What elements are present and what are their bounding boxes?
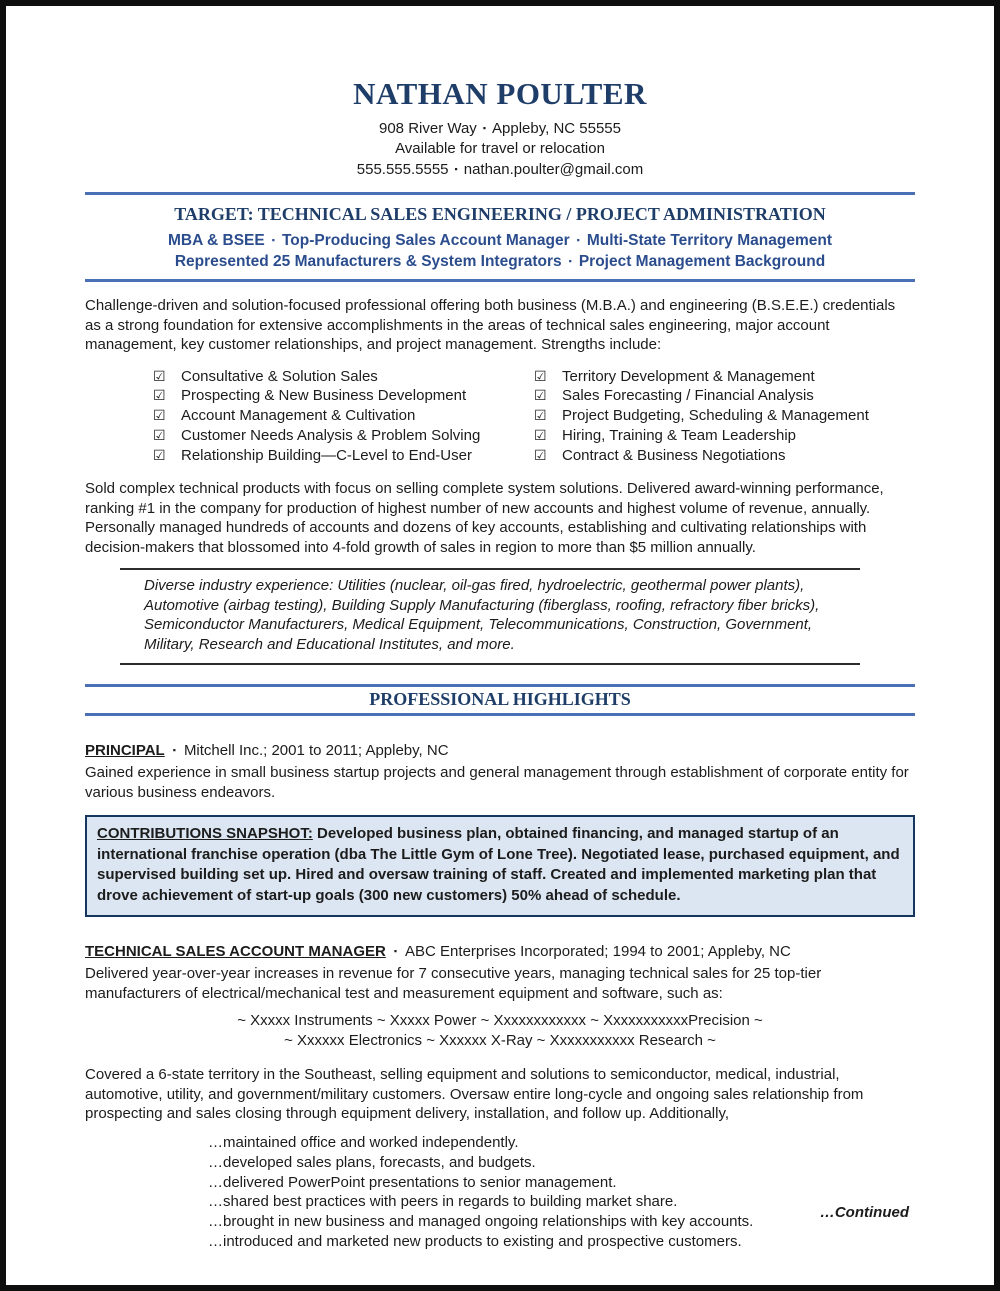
job2-description: Delivered year-over-year increases in revenue for 7 consecutive years, managing technical sales for 25 top-tier manufacturers of electrical/mechanical test and measurement equipment and software, such as:: [85, 965, 822, 1002]
candidate-name: NATHAN POULTER: [353, 76, 647, 111]
checked-checkbox-icon: ☑: [534, 367, 547, 384]
square-bullet-icon: ▪: [568, 256, 572, 266]
target-subline-1: [85, 230, 915, 251]
target-item: MBA & BSEE: [168, 232, 265, 249]
target-item: Project Management Background: [578, 253, 826, 270]
contact-city: Appleby, NC 55555: [492, 120, 621, 137]
divider-rule: [85, 279, 915, 282]
strength-label: Contract & Business Negotiations: [562, 446, 786, 464]
job2-heading-line: [85, 941, 915, 962]
contact-address: 908 River Way: [379, 120, 477, 137]
target-item: Represented 25 Manufacturers & System Integrators: [174, 253, 562, 270]
target-item: Top-Producing Sales Account Manager: [281, 232, 570, 249]
duty-item: …maintained office and worked independently.: [208, 1133, 519, 1151]
square-bullet-icon: ▪: [482, 123, 487, 133]
strength-label: Hiring, Training & Team Leadership: [562, 426, 797, 444]
square-bullet-icon: ▪: [172, 745, 176, 756]
square-bullet-icon: ▪: [576, 235, 580, 245]
job1-heading-line: [85, 740, 915, 761]
strength-item: [153, 446, 534, 466]
strength-item: [534, 426, 915, 446]
professional-highlights-banner: [85, 684, 915, 716]
duty-item: …delivered PowerPoint presentations to senior management.: [208, 1173, 617, 1191]
square-bullet-icon: ▪: [271, 235, 275, 245]
square-bullet-icon: ▪: [454, 164, 458, 174]
territory-paragraph: Covered a 6-state territory in the Southeast, selling equipment and solutions to semiconductor, medical, industrial, automotive, utility, and government/military customers. Oversaw entire long-cycle and ongoing sales relationship from prospecting and sales closing through equipment delivery, installation, and follow up. Additionally,: [85, 1066, 864, 1123]
strength-item: [534, 386, 915, 406]
checked-checkbox-icon: ☑: [153, 367, 166, 384]
strength-label: Account Management & Cultivation: [181, 407, 416, 425]
checked-checkbox-icon: ☑: [534, 407, 547, 424]
checked-checkbox-icon: ☑: [534, 446, 547, 463]
strengths-right-column: [534, 367, 915, 466]
snapshot-text: Developed business plan, obtained financing, and managed startup of an international franchise operation (dba The Little Gym of Lone Tree). Negotiated lease, purchased equipment, and supervised building set up. Hired and oversaw training of staff. Created and implemented marketing plan that drove achievement of start-up goals (300 new customers) 50% ahead of schedule.: [97, 825, 900, 904]
strength-label: Sales Forecasting / Financial Analysis: [562, 387, 814, 405]
manufacturers-line-2: ~ Xxxxxx Electronics ~ Xxxxxx X-Ray ~ Xxxxxxxxxxx Research ~: [284, 1032, 716, 1050]
performance-paragraph: Sold complex technical products with focus on selling complete system solutions. Delivered award-winning performance, ranking #1 in the company for production of highest number of new accounts and highest volume of revenue, annually. Personally managed hundreds of accounts and dozens of key accounts, establishing and cultivating relationships with decision-makers that blossomed into 4-fold growth of sales in region to more than $5 million annually.: [85, 480, 884, 556]
contributions-snapshot-box: [85, 815, 915, 917]
square-bullet-icon: ▪: [393, 946, 398, 957]
checked-checkbox-icon: ☑: [534, 426, 547, 443]
strength-item: [153, 406, 534, 426]
strength-item: [153, 426, 534, 446]
duty-item: …introduced and marketed new products to existing and prospective customers.: [208, 1232, 742, 1250]
job1-title: PRINCIPAL: [85, 742, 165, 760]
contact-phone-email-line: [85, 159, 915, 180]
duty-item: …shared best practices with peers in regards to building market share.: [208, 1193, 678, 1211]
summary-paragraph: Challenge-driven and solution-focused professional offering both business (M.B.A.) and engineering (B.S.E.E.) credentials as a strong foundation for extensive accomplishments in the areas of technical sales engineering, major account management, key customer relationships, and project management. Strengths include:: [85, 297, 896, 353]
strength-item: [153, 386, 534, 406]
contact-availability: Available for travel or relocation: [395, 140, 605, 157]
strengths-left-column: [153, 367, 534, 466]
target-heading: TARGET: TECHNICAL SALES ENGINEERING / PROJECT ADMINISTRATION: [174, 204, 826, 224]
contact-address-line: [85, 118, 915, 139]
duty-item: …brought in new business and managed ongoing relationships with key accounts.: [208, 1213, 754, 1231]
checked-checkbox-icon: ☑: [153, 407, 166, 424]
divider-rule: [85, 192, 915, 195]
strength-item: [534, 367, 915, 387]
strength-item: [153, 367, 534, 387]
job2-title: TECHNICAL SALES ACCOUNT MANAGER: [85, 943, 386, 961]
strength-label: Territory Development & Management: [562, 367, 815, 385]
strength-item: [534, 446, 915, 466]
job1-description: Gained experience in small business startup projects and general management through establishment of corporate entity for various business endeavors.: [85, 764, 909, 801]
strength-label: Project Budgeting, Scheduling & Management: [562, 407, 869, 425]
strength-item: [534, 406, 915, 426]
additional-duties-list: [208, 1133, 915, 1252]
resume-content: [6, 76, 994, 1252]
target-item: Multi-State Territory Management: [586, 232, 832, 249]
strength-label: Customer Needs Analysis & Problem Solving: [181, 426, 481, 444]
target-subline-2: [85, 251, 915, 272]
contact-block: [85, 118, 915, 180]
snapshot-label: CONTRIBUTIONS SNAPSHOT:: [97, 825, 313, 843]
checked-checkbox-icon: ☑: [534, 387, 547, 404]
strengths-columns: [85, 367, 915, 466]
checked-checkbox-icon: ☑: [153, 446, 166, 463]
job1-company-line: Mitchell Inc.; 2001 to 2011; Appleby, NC: [183, 742, 449, 760]
continued-note: …Continued: [819, 1204, 909, 1221]
strength-label: Prospecting & New Business Development: [181, 387, 467, 405]
checked-checkbox-icon: ☑: [153, 426, 166, 443]
contact-phone: 555.555.5555: [356, 161, 449, 178]
industry-experience-block: Diverse industry experience: Utilities (nuclear, oil-gas fired, hydroelectric, geothermal power plants), Automotive (airbag testing), Building Supply Manufacturing (fiberglass, roofing, refractory fiber bricks), Semiconductor Manufacturers, Medical Equipment, Telecommunications, Construction, Government, Military, Research and Educational Institutes, and more.: [120, 568, 860, 665]
job2-company-line: ABC Enterprises Incorporated; 1994 to 2001; Appleby, NC: [405, 943, 791, 961]
duty-item: …developed sales plans, forecasts, and budgets.: [208, 1153, 536, 1171]
section-heading: PROFESSIONAL HIGHLIGHTS: [369, 689, 631, 710]
contact-email: nathan.poulter@gmail.com: [463, 161, 644, 178]
strength-label: Relationship Building—C-Level to End-User: [181, 446, 472, 464]
checked-checkbox-icon: ☑: [153, 387, 166, 404]
manufacturers-line-1: ~ Xxxxx Instruments ~ Xxxxx Power ~ Xxxxxxxxxxxx ~ XxxxxxxxxxxPrecision ~: [237, 1012, 763, 1030]
strength-label: Consultative & Solution Sales: [181, 367, 378, 385]
